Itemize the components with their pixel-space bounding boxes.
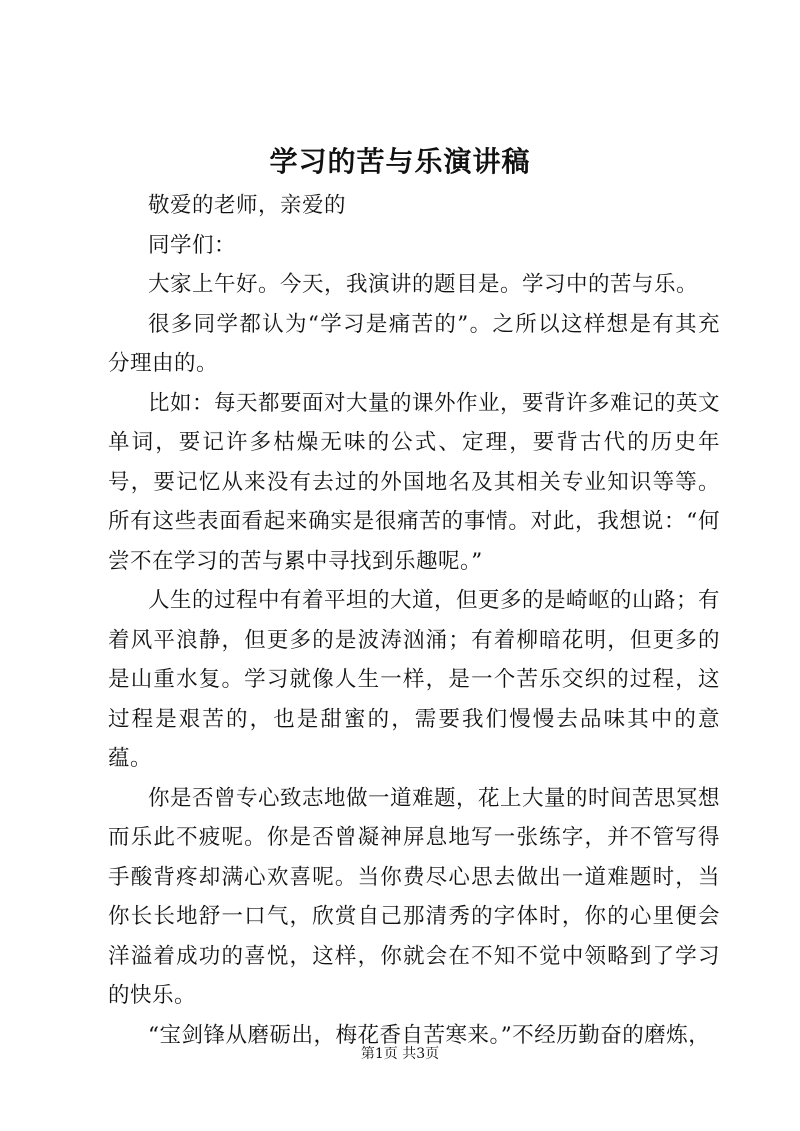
paragraph: “宝剑锋从磨砺出，梅花香自苦寒来。”不经历勤奋的磨炼， bbox=[148, 1022, 711, 1048]
paragraph: 大家上午好。今天，我演讲的题目是。学习中的苦与乐。 bbox=[148, 272, 699, 297]
document-body bbox=[108, 186, 720, 1055]
salutation-line-1: 敬爱的老师，亲爱的 bbox=[148, 193, 347, 218]
salutation-line-2: 同学们： bbox=[148, 232, 237, 258]
document-title: 学习的苦与乐演讲稿 bbox=[269, 145, 531, 178]
page-number-footer: 第1页 共3页 bbox=[360, 1046, 440, 1062]
paragraph: 人生的过程中有着平坦的大道，但更多的是崎岖的山路；有着风平浪静，但更多的是波涛汹涌；有着柳暗花明，但更多的是山重水复。学习就像人生一样，是一个苦乐交织的过程，这过程是艰苦的，也是甜蜜的，需要我们慢慢去品味其中的意蕴。 bbox=[108, 588, 721, 771]
paragraph: 你是否曾专心致志地做一道难题，花上大量的时间苦思冥想而乐此不疲呢。你是否曾凝神屏息地写一张练字，并不管写得手酸背疼却满心欢喜呢。当你费尽心思去做出一道难题时，当你长长地舒一口气，欣赏自己那清秀的字体时，你的心里便会洋溢着成功的喜悦，这样，你就会在不知不觉中领略到了学习的快乐。 bbox=[108, 785, 721, 1008]
paragraph: 比如：每天都要面对大量的课外作业，要背许多难记的英文单词，要记许多枯燥无味的公式、定理，要背古代的历史年号，要记忆从来没有去过的外国地名及其相关专业知识等等。所有这些表面看起来确实是很痛苦的事情。对此，我想说：“何尝不在学习的苦与累中寻找到乐趣呢。” bbox=[108, 390, 721, 574]
paragraph: 很多同学都认为“学习是痛苦的”。之所以这样想是有其充分理由的。 bbox=[108, 311, 720, 376]
